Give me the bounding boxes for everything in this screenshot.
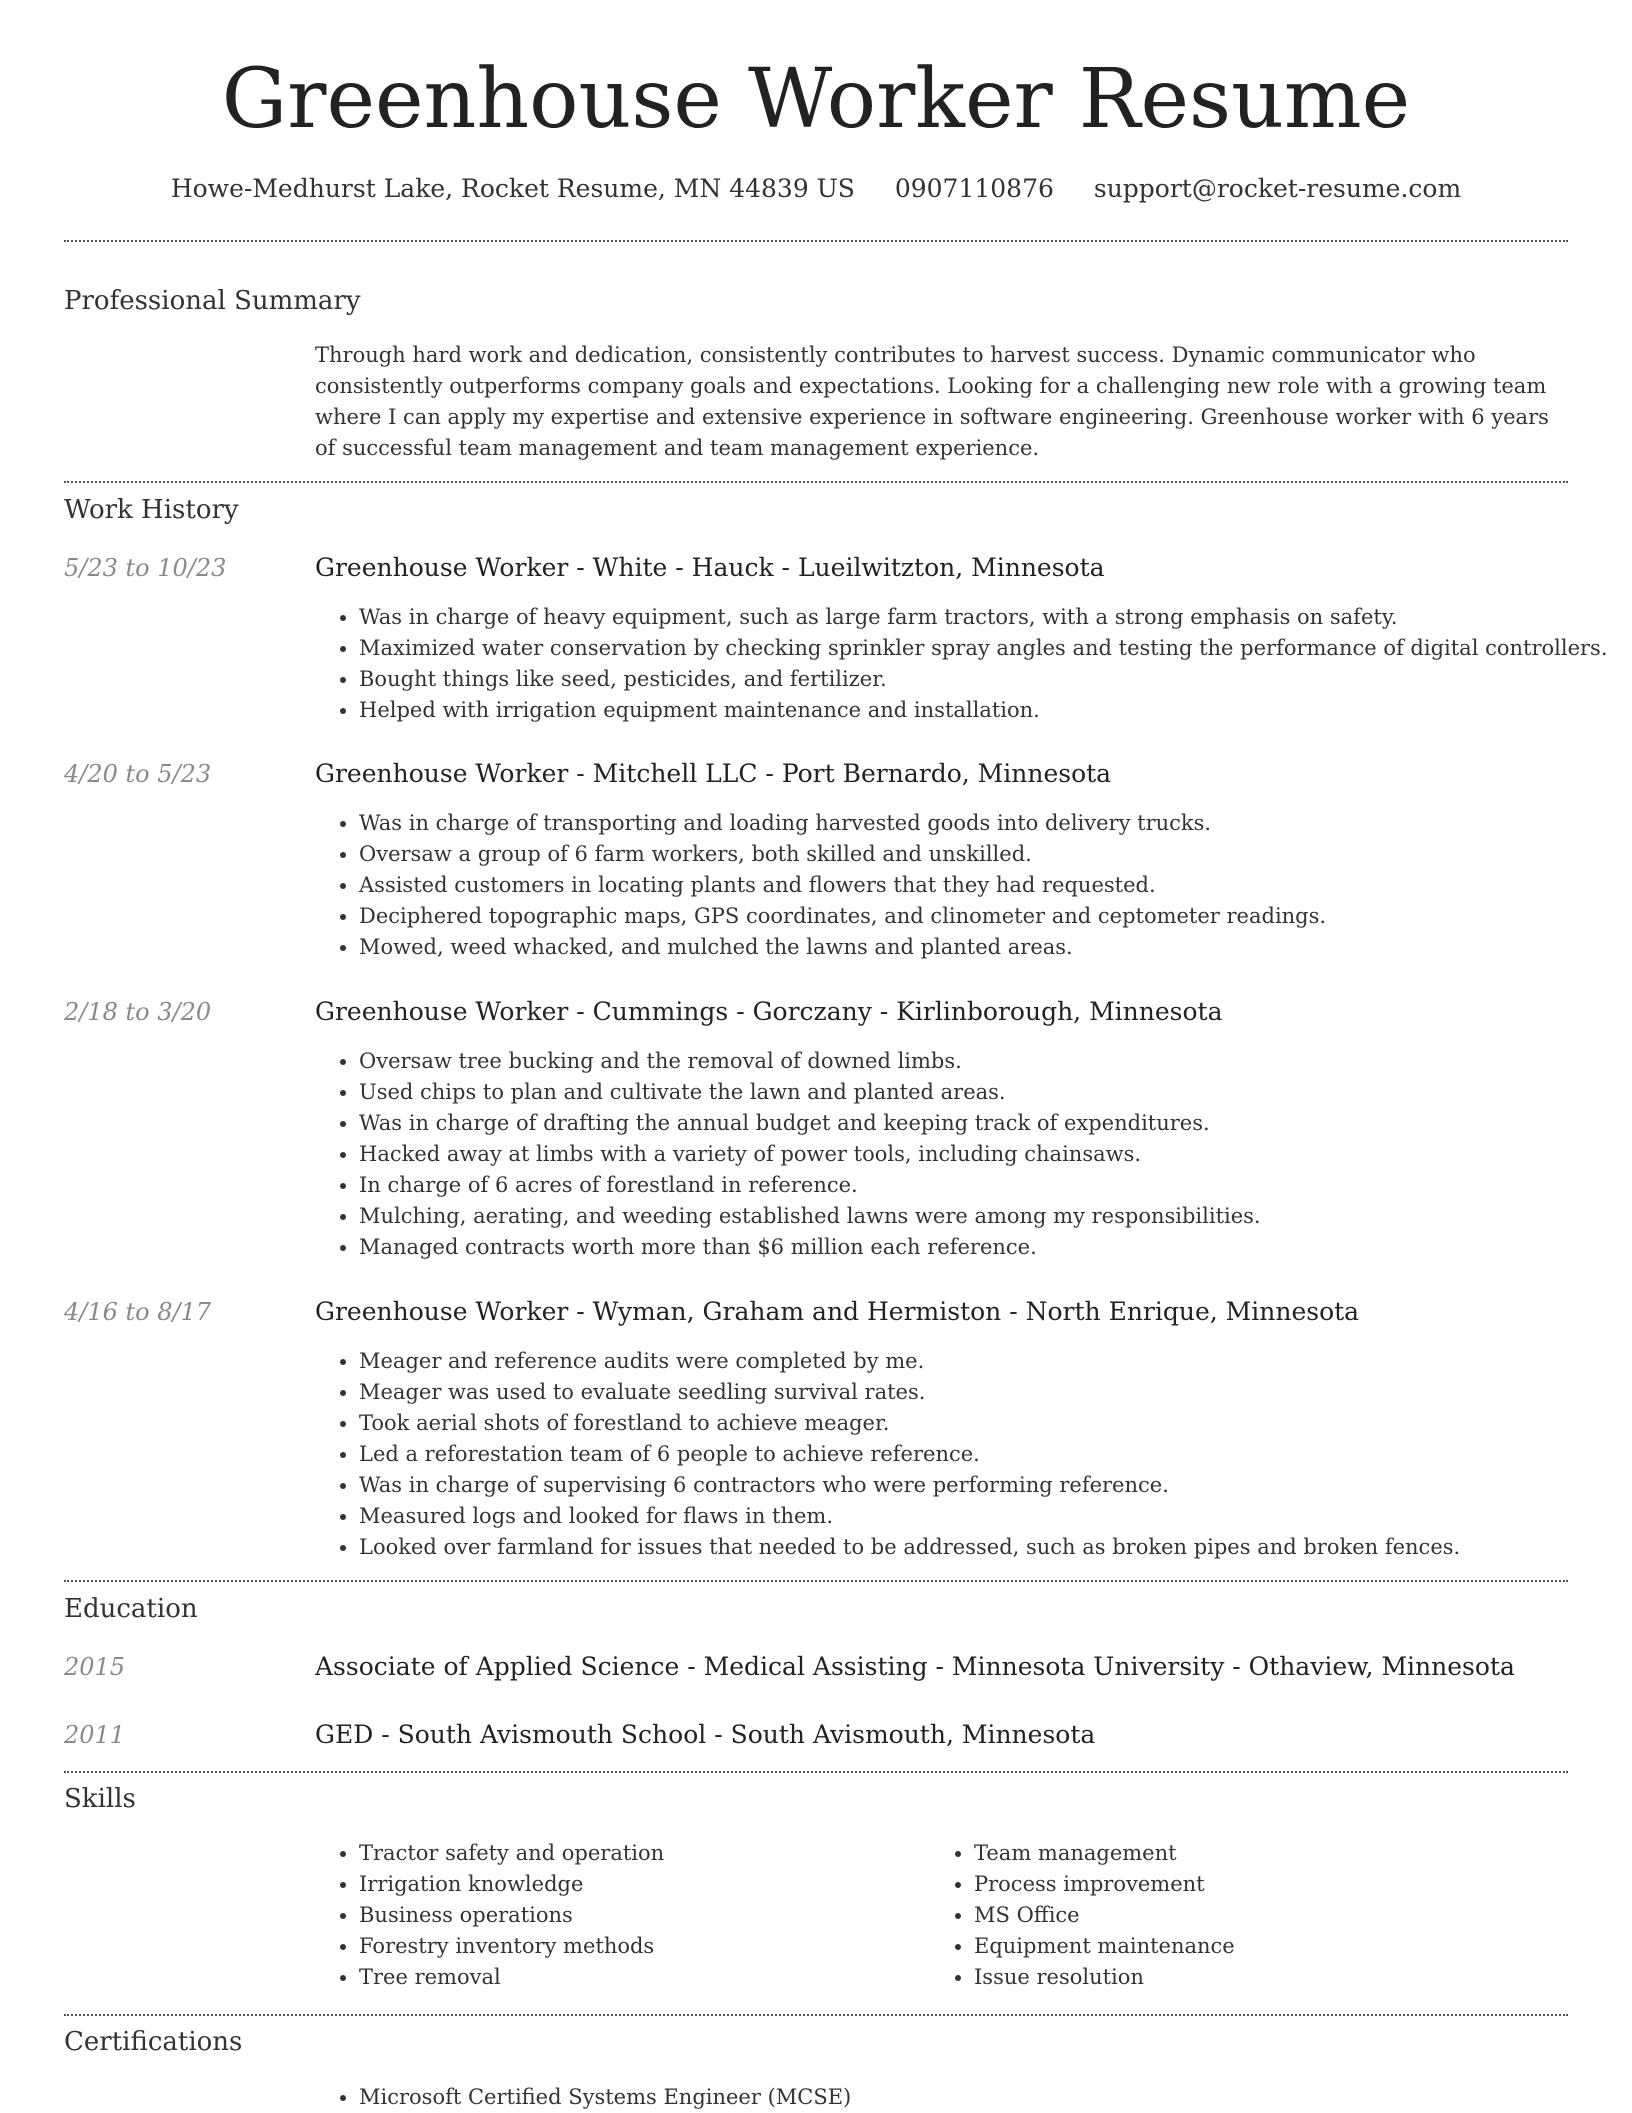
job-title: Greenhouse Worker - Wyman, Graham and Hermiston - North Enrique, Minnesota bbox=[315, 1297, 1360, 1326]
divider bbox=[64, 1771, 1568, 1773]
skill-item: • Issue resolution bbox=[974, 1962, 1534, 1993]
skill-item: • Business operations bbox=[359, 1900, 919, 1931]
list-item: • Managed contracts worth more than $6 million each reference. bbox=[359, 1232, 1612, 1263]
section-heading-summary: Professional Summary bbox=[64, 286, 361, 316]
skill-item: • Process improvement bbox=[974, 1869, 1534, 1900]
divider bbox=[64, 2014, 1568, 2016]
divider bbox=[64, 240, 1568, 242]
job-title: Greenhouse Worker - White - Hauck - Lueilwitzton, Minnesota bbox=[315, 553, 1105, 582]
list-item: • Looked over farmland for issues that needed to be addressed, such as broken pipes and broken fences. bbox=[359, 1532, 1612, 1563]
skill-item: • Team management bbox=[974, 1838, 1534, 1869]
skills-column-right bbox=[930, 1838, 1534, 1993]
list-item: • Was in charge of supervising 6 contractors who were performing reference. bbox=[359, 1470, 1612, 1501]
job-bullets bbox=[315, 808, 1612, 963]
contact-address: Howe-Medhurst Lake, Rocket Resume, MN 44839 US bbox=[170, 174, 855, 203]
skill-item: • Irrigation knowledge bbox=[359, 1869, 919, 1900]
education-year: 2011 bbox=[64, 1721, 126, 1749]
skill-item: • Tractor safety and operation bbox=[359, 1838, 919, 1869]
job-bullets bbox=[315, 1046, 1612, 1263]
job-dates: 2/18 to 3/20 bbox=[64, 998, 212, 1026]
contact-line bbox=[0, 170, 1632, 208]
list-item: • Led a reforestation team of 6 people to achieve reference. bbox=[359, 1439, 1612, 1470]
list-item: • Assisted customers in locating plants and flowers that they had requested. bbox=[359, 870, 1612, 901]
job-dates: 4/16 to 8/17 bbox=[64, 1298, 212, 1326]
certifications-list bbox=[315, 2082, 1612, 2113]
job-dates: 4/20 to 5/23 bbox=[64, 760, 212, 788]
section-heading-education: Education bbox=[64, 1594, 198, 1624]
divider bbox=[64, 481, 1568, 483]
contact-email: support@rocket-resume.com bbox=[1093, 174, 1462, 203]
list-item: • Mulching, aerating, and weeding established lawns were among my responsibilities. bbox=[359, 1201, 1612, 1232]
skill-item: • MS Office bbox=[974, 1900, 1534, 1931]
section-heading-work-history: Work History bbox=[64, 495, 239, 525]
list-item: • Deciphered topographic maps, GPS coordinates, and clinometer and ceptometer readings. bbox=[359, 901, 1612, 932]
list-item: • Maximized water conservation by checking sprinkler spray angles and testing the performance of digital controllers. bbox=[359, 633, 1612, 664]
skill-item: • Forestry inventory methods bbox=[359, 1931, 919, 1962]
section-heading-skills: Skills bbox=[64, 1784, 136, 1814]
list-item: • Was in charge of drafting the annual budget and keeping track of expenditures. bbox=[359, 1108, 1612, 1139]
list-item: • Bought things like seed, pesticides, and fertilizer. bbox=[359, 664, 1612, 695]
list-item: • Oversaw a group of 6 farm workers, both skilled and unskilled. bbox=[359, 839, 1612, 870]
list-item: • In charge of 6 acres of forestland in reference. bbox=[359, 1170, 1612, 1201]
skill-item: • Tree removal bbox=[359, 1962, 919, 1993]
list-item: • Used chips to plan and cultivate the lawn and planted areas. bbox=[359, 1077, 1612, 1108]
contact-phone: 0907110876 bbox=[894, 174, 1054, 203]
job-title: Greenhouse Worker - Mitchell LLC - Port Bernardo, Minnesota bbox=[315, 759, 1112, 788]
list-item: • Was in charge of transporting and loading harvested goods into delivery trucks. bbox=[359, 808, 1612, 839]
list-item: • Hacked away at limbs with a variety of power tools, including chainsaws. bbox=[359, 1139, 1612, 1170]
list-item: • Measured logs and looked for flaws in them. bbox=[359, 1501, 1612, 1532]
list-item: • Was in charge of heavy equipment, such as large farm tractors, with a strong emphasis on safety. bbox=[359, 602, 1612, 633]
education-detail: GED - South Avismouth School - South Avismouth, Minnesota bbox=[315, 1720, 1096, 1749]
certification-item: • Microsoft Certified Systems Engineer (MCSE) bbox=[359, 2082, 1612, 2113]
list-item: • Oversaw tree bucking and the removal of downed limbs. bbox=[359, 1046, 1612, 1077]
list-item: • Meager was used to evaluate seedling survival rates. bbox=[359, 1377, 1612, 1408]
education-detail: Associate of Applied Science - Medical Assisting - Minnesota University - Othaview, Minnesota bbox=[315, 1652, 1515, 1681]
divider bbox=[64, 1580, 1568, 1582]
job-dates: 5/23 to 10/23 bbox=[64, 554, 227, 582]
resume-title: Greenhouse Worker Resume bbox=[221, 52, 1411, 147]
summary-text: Through hard work and dedication, consistently contributes to harvest success. Dynamic communicator who consistently outperforms company goals and expectations. Looking for a challenging new role with a growing team where I can apply my expertise and extensive experience in software engineering. Greenhouse worker with 6 years of successful team management and team management experience. bbox=[315, 343, 1549, 460]
job-title: Greenhouse Worker - Cummings - Gorczany - Kirlinborough, Minnesota bbox=[315, 997, 1223, 1026]
job-bullets bbox=[315, 1346, 1612, 1563]
education-year: 2015 bbox=[64, 1653, 126, 1681]
list-item: • Took aerial shots of forestland to achieve meager. bbox=[359, 1408, 1612, 1439]
list-item: • Helped with irrigation equipment maintenance and installation. bbox=[359, 695, 1612, 726]
section-heading-certifications: Certifications bbox=[64, 2027, 243, 2057]
skill-item: • Equipment maintenance bbox=[974, 1931, 1534, 1962]
job-bullets bbox=[315, 602, 1612, 726]
skills-column-left bbox=[315, 1838, 919, 1993]
list-item: • Mowed, weed whacked, and mulched the lawns and planted areas. bbox=[359, 932, 1612, 963]
list-item: • Meager and reference audits were completed by me. bbox=[359, 1346, 1612, 1377]
